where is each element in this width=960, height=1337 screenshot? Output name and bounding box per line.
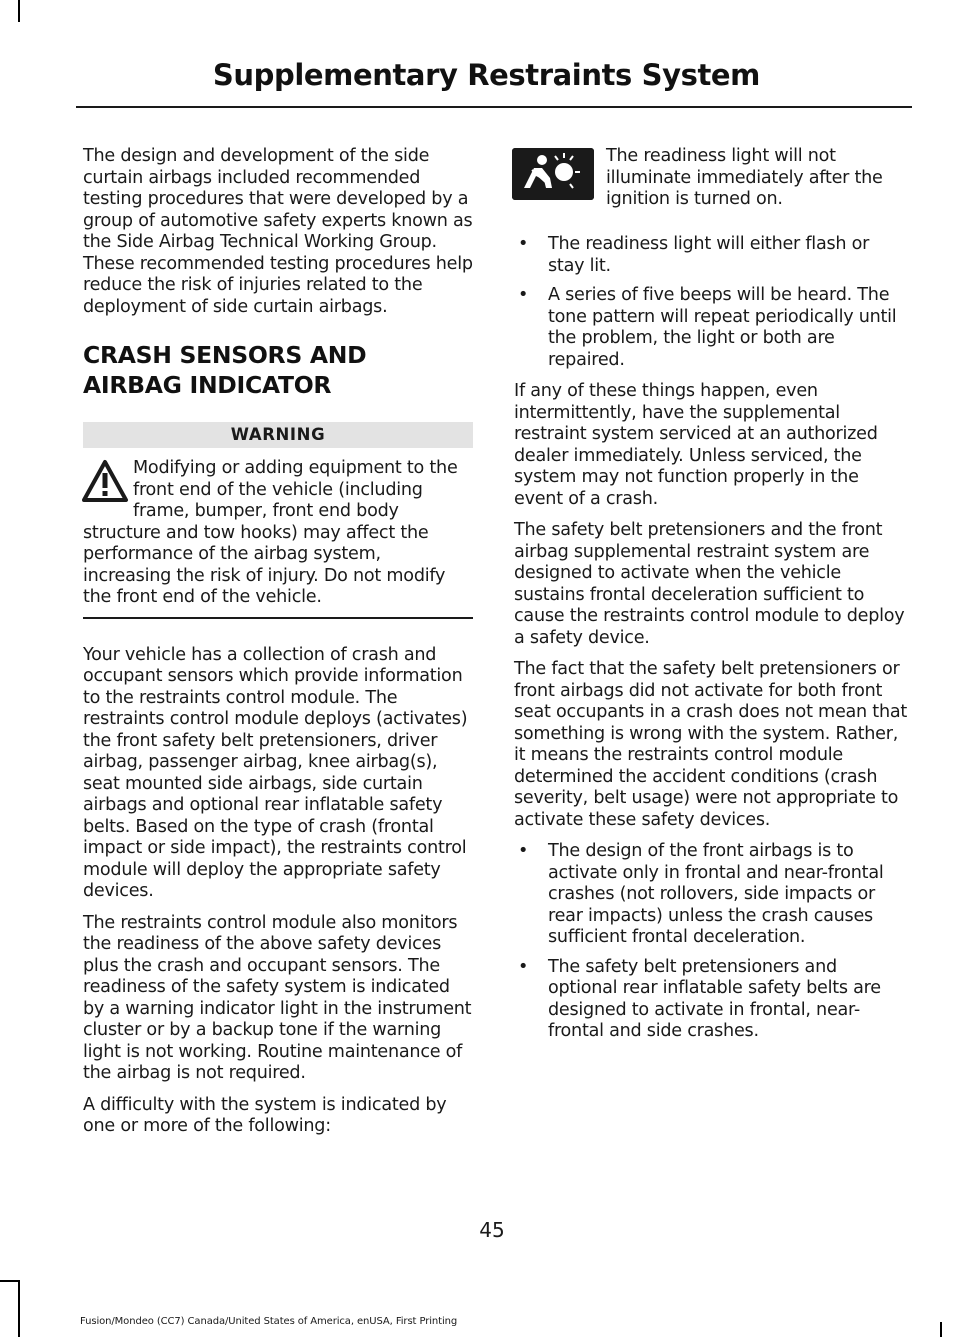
bullet-glyph: • bbox=[518, 285, 529, 305]
right-column bbox=[514, 146, 908, 1053]
sensors-paragraph: Your vehicle has a collection of crash and occupant sensors which provide information to the restraints control module. The restraints control module deploys (activates) the front safety belt pretensioners, driver airbag, passenger airbag, knee airbag(s), seat mounted side airbags, side curtain airbags and optional rear inflatable safety belts. Based on the type of crash (frontal impact or side impact), the restraints control module will deploy the appropriate safety devices. bbox=[83, 644, 468, 901]
warning-label: WARNING bbox=[83, 422, 473, 448]
airbag-indicator-row bbox=[514, 146, 908, 224]
intro-paragraph: The design and development of the side curtain airbags included recommended testing procedures that were developed by a group of automotive safety experts known as the Side Airbag Technical Working Group. These recommended testing procedures help reduce the risk of injuries related to the deployment of side curtain airbags. bbox=[83, 146, 473, 317]
warning-triangle-icon bbox=[81, 458, 129, 504]
list-item bbox=[514, 957, 908, 1043]
bullet-glyph: • bbox=[518, 956, 529, 977]
section-heading-line2: AIRBAG INDICATOR bbox=[83, 371, 332, 399]
crop-mark-bottom-right bbox=[940, 1322, 942, 1337]
bullet-glyph: • bbox=[518, 841, 529, 861]
list-item-text: A series of five beeps will be heard. The tone pattern will repeat periodically until the problem, the light or both are repaired. bbox=[548, 285, 897, 370]
list-item-text: The safety belt pretensioners and optional rear inflatable safety belts are designed to activate in frontal, near-frontal and side crashes. bbox=[548, 956, 881, 1041]
warning-box bbox=[83, 458, 473, 609]
warning-rule bbox=[83, 617, 473, 619]
left-column bbox=[83, 146, 473, 1148]
list-item bbox=[514, 841, 908, 949]
design-list bbox=[514, 841, 908, 1043]
service-paragraph: If any of these things happen, even intermittently, have the supplemental restraint system serviced at an authorized dealer immediately. Unless serviced, the system may not function properly in the event of a crash. bbox=[514, 381, 878, 509]
monitoring-paragraph: The restraints control module also monitors the readiness of the above safety devices plus the crash and occupant sensors. The readiness of the safety system is indicated by a warning indicator light in the instrument cluster or by a backup tone if the warning light is not working. Routine maintenance of the airbag is not required. bbox=[83, 912, 472, 1083]
section-heading bbox=[83, 340, 473, 400]
symptom-list bbox=[514, 234, 908, 371]
crop-mark-bottom-left-2 bbox=[0, 1280, 18, 1282]
difficulty-paragraph: A difficulty with the system is indicated by one or more of the following: bbox=[83, 1094, 447, 1136]
list-item-text: The readiness light will either flash or stay lit. bbox=[548, 234, 870, 276]
crop-mark-bottom-left bbox=[18, 1280, 20, 1337]
footer-text: Fusion/Mondeo (CC7) Canada/United States of America, enUSA, First Printing bbox=[80, 1316, 458, 1327]
page-header-title: Supplementary Restraints System bbox=[212, 58, 760, 92]
pretensioners-paragraph: The safety belt pretensioners and the front airbag supplemental restraint system are designed to activate when the vehicle sustains frontal deceleration sufficient to cause the restraints control module to deploy a safety device. bbox=[514, 520, 905, 648]
crop-mark-top-left bbox=[18, 0, 20, 22]
section-heading-line1: CRASH SENSORS AND bbox=[83, 341, 367, 369]
header-rule bbox=[76, 106, 912, 108]
list-item bbox=[514, 234, 908, 277]
warning-text: Modifying or adding equipment to the front end of the vehicle (including frame, bumper, front end body structure and tow hooks) may affect the performance of the airbag system, increasing the risk of injury. Do not modify the front end of the vehicle. bbox=[83, 458, 458, 607]
page-number: 45 bbox=[479, 1218, 505, 1242]
list-item-text: The design of the front airbags is to activate only in frontal and near-frontal crashes (not rollovers, side impacts or rear impacts) unless the crash causes sufficient frontal deceleration. bbox=[548, 841, 884, 947]
bullet-glyph: • bbox=[518, 234, 529, 254]
list-item bbox=[514, 285, 908, 371]
activation-paragraph: The fact that the safety belt pretensioners or front airbags did not activate for both front seat occupants in a crash does not mean that something is wrong with the system. Rather, it means the restraints control module determined the accident conditions (crash severity, belt usage) were not appropriate to activate these safety devices. bbox=[514, 659, 908, 830]
airbag-warning-icon bbox=[512, 148, 594, 200]
readiness-light-text: The readiness light will not illuminate immediately after the ignition is turned on. bbox=[606, 146, 883, 209]
